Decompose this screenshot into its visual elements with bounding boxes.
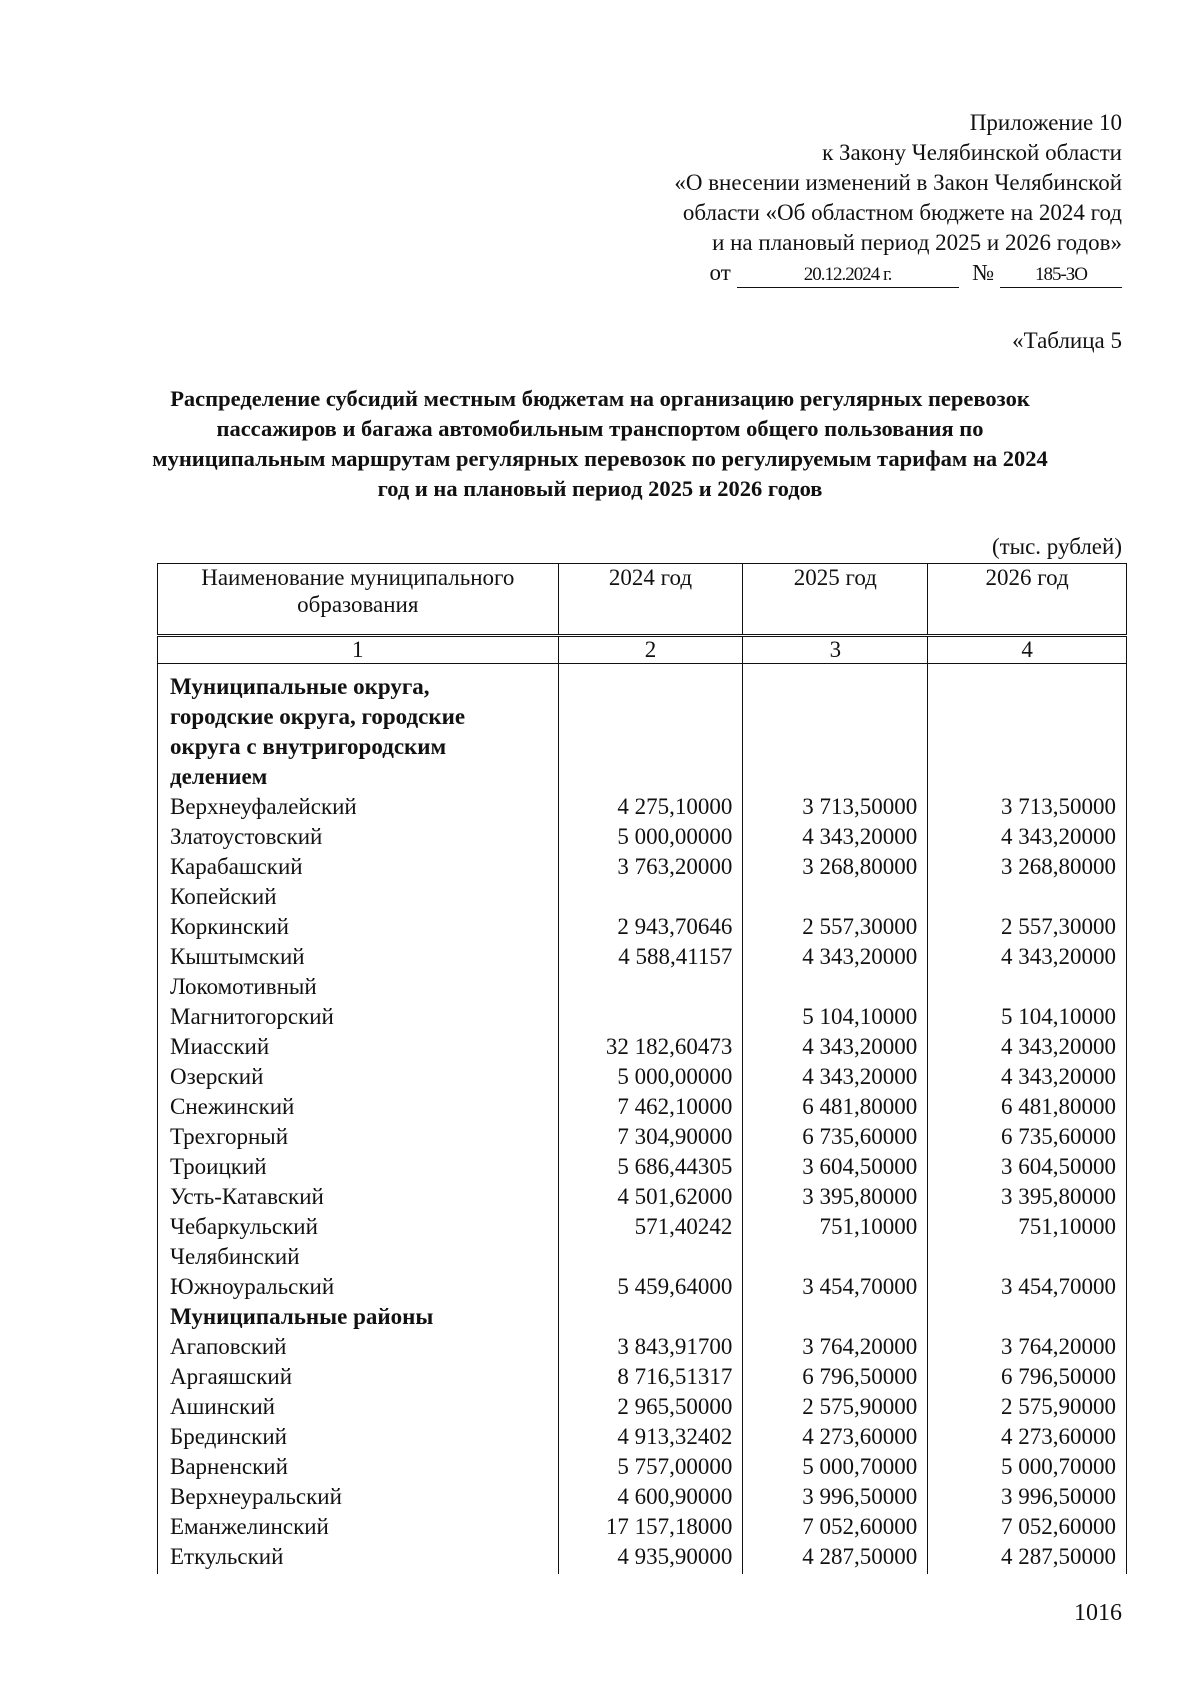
value-2025: 7 052,60000 — [743, 1512, 928, 1542]
municipality-name: Карабашский — [158, 852, 559, 882]
value-2025: 751,10000 — [743, 1212, 928, 1242]
value-2025 — [743, 664, 928, 793]
subsidy-table — [157, 563, 1127, 1574]
value-2026: 3 604,50000 — [928, 1152, 1127, 1182]
value-2026: 4 343,20000 — [928, 1032, 1127, 1062]
table-label: «Таблица 5 — [1012, 328, 1122, 353]
value-2026: 4 343,20000 — [928, 1062, 1127, 1092]
table-row — [158, 1242, 1127, 1272]
value-2025 — [743, 1242, 928, 1272]
municipality-name: Троицкий — [158, 1152, 559, 1182]
municipality-name: Усть-Катавский — [158, 1182, 559, 1212]
municipality-name: Копейский — [158, 882, 559, 912]
municipality-name: Агаповский — [158, 1332, 559, 1362]
value-2024: 32 182,60473 — [558, 1032, 743, 1062]
value-2025: 3 604,50000 — [743, 1152, 928, 1182]
value-2024: 2 943,70646 — [558, 912, 743, 942]
value-2026: 3 996,50000 — [928, 1482, 1127, 1512]
table-row — [158, 1422, 1127, 1452]
municipality-name: Магнитогорский — [158, 1002, 559, 1032]
table-row — [158, 882, 1127, 912]
value-2026: 3 395,80000 — [928, 1182, 1127, 1212]
value-2026: 5 104,10000 — [928, 1002, 1127, 1032]
value-2024: 3 763,20000 — [558, 852, 743, 882]
table-row — [158, 1182, 1127, 1212]
value-2026: 751,10000 — [928, 1212, 1127, 1242]
value-2025: 3 268,80000 — [743, 852, 928, 882]
value-2024: 4 913,32402 — [558, 1422, 743, 1452]
municipality-name: Челябинский — [158, 1242, 559, 1272]
group-header-row — [158, 664, 1127, 793]
value-2024 — [558, 1302, 743, 1332]
value-2026 — [928, 664, 1127, 793]
table-row — [158, 852, 1127, 882]
value-2025: 3 454,70000 — [743, 1272, 928, 1302]
table-row — [158, 1122, 1127, 1152]
table-row — [158, 1062, 1127, 1092]
appendix-line: «О внесении изменений в Закон Челябинской — [674, 170, 1122, 195]
column-header-2024: 2024 год — [558, 564, 743, 636]
value-2026: 4 287,50000 — [928, 1542, 1127, 1574]
number-value: 185-ЗО — [1000, 263, 1122, 288]
value-2025: 4 343,20000 — [743, 822, 928, 852]
municipality-name: Златоустовский — [158, 822, 559, 852]
municipality-name: Муниципальные районы — [158, 1302, 559, 1332]
table-row — [158, 1272, 1127, 1302]
value-2026: 4 343,20000 — [928, 822, 1127, 852]
municipality-name: Муниципальные округа, городские округа, городские округа с внутригородским делением — [158, 664, 559, 793]
value-2024: 5 686,44305 — [558, 1152, 743, 1182]
column-header-2026: 2026 год — [928, 564, 1127, 636]
municipality-name: Кыштымский — [158, 942, 559, 972]
value-2025: 5 104,10000 — [743, 1002, 928, 1032]
value-2024: 4 588,41157 — [558, 942, 743, 972]
value-2024: 7 462,10000 — [558, 1092, 743, 1122]
table-row — [158, 1032, 1127, 1062]
value-2026: 3 268,80000 — [928, 852, 1127, 882]
municipality-name: Еткульский — [158, 1542, 559, 1574]
value-2026: 6 481,80000 — [928, 1092, 1127, 1122]
value-2026: 6 735,60000 — [928, 1122, 1127, 1152]
value-2025: 6 481,80000 — [743, 1092, 928, 1122]
municipality-name: Коркинский — [158, 912, 559, 942]
date-number-line — [562, 258, 1122, 288]
value-2024: 8 716,51317 — [558, 1362, 743, 1392]
page-number: 1016 — [1074, 1600, 1122, 1626]
table-row — [158, 792, 1127, 822]
value-2025 — [743, 882, 928, 912]
value-2026 — [928, 1302, 1127, 1332]
value-2026: 4 273,60000 — [928, 1422, 1127, 1452]
municipality-name: Верхнеуральский — [158, 1482, 559, 1512]
value-2026: 3 454,70000 — [928, 1272, 1127, 1302]
column-number: 2 — [558, 636, 743, 664]
value-2026 — [928, 882, 1127, 912]
value-2025: 3 395,80000 — [743, 1182, 928, 1212]
value-2026: 7 052,60000 — [928, 1512, 1127, 1542]
municipality-name: Ашинский — [158, 1392, 559, 1422]
column-number: 1 — [158, 636, 559, 664]
document-title: Распределение субсидий местным бюджетам на организацию регулярных перевозок пассажиров и багажа автомобильным транспортом общего пользования по муниципальным маршрутам регулярных перевозок по регулируемым тарифам на 2024 год и на плановый период 2025 и 2026 годов — [152, 386, 1048, 501]
date-value: 20.12.2024 г. — [737, 263, 959, 288]
value-2026: 5 000,70000 — [928, 1452, 1127, 1482]
appendix-line: Приложение 10 — [969, 110, 1122, 135]
table-row — [158, 1512, 1127, 1542]
table-row — [158, 1482, 1127, 1512]
municipality-name: Южноуральский — [158, 1272, 559, 1302]
value-2025: 3 713,50000 — [743, 792, 928, 822]
municipality-name: Чебаркульский — [158, 1212, 559, 1242]
appendix-header — [562, 108, 1122, 288]
municipality-name: Миасский — [158, 1032, 559, 1062]
value-2025: 4 343,20000 — [743, 1032, 928, 1062]
value-2025 — [743, 1302, 928, 1332]
value-2025: 2 557,30000 — [743, 912, 928, 942]
municipality-name: Еманжелинский — [158, 1512, 559, 1542]
units-label: (тыс. рублей) — [991, 534, 1122, 559]
appendix-line: и на плановый период 2025 и 2026 годов» — [712, 230, 1122, 255]
value-2025: 2 575,90000 — [743, 1392, 928, 1422]
value-2025: 4 273,60000 — [743, 1422, 928, 1452]
municipality-name: Озерский — [158, 1062, 559, 1092]
municipality-name: Верхнеуфалейский — [158, 792, 559, 822]
value-2026: 6 796,50000 — [928, 1362, 1127, 1392]
table-header-row — [158, 564, 1127, 636]
value-2024 — [558, 972, 743, 1002]
value-2024: 5 459,64000 — [558, 1272, 743, 1302]
value-2025: 6 735,60000 — [743, 1122, 928, 1152]
municipality-name: Аргаяшский — [158, 1362, 559, 1392]
group-header-row — [158, 1302, 1127, 1332]
municipality-name: Варненский — [158, 1452, 559, 1482]
value-2025: 3 996,50000 — [743, 1482, 928, 1512]
value-2024: 4 275,10000 — [558, 792, 743, 822]
value-2024 — [558, 664, 743, 793]
value-2026 — [928, 1242, 1127, 1272]
value-2024: 5 757,00000 — [558, 1452, 743, 1482]
municipality-name: Снежинский — [158, 1092, 559, 1122]
number-prefix: № — [972, 260, 995, 285]
table-row — [158, 942, 1127, 972]
value-2024: 7 304,90000 — [558, 1122, 743, 1152]
value-2024 — [558, 1242, 743, 1272]
value-2025: 4 343,20000 — [743, 1062, 928, 1092]
value-2024: 4 935,90000 — [558, 1542, 743, 1574]
value-2026 — [928, 972, 1127, 1002]
municipality-name: Трехгорный — [158, 1122, 559, 1152]
value-2024: 4 501,62000 — [558, 1182, 743, 1212]
value-2024: 4 600,90000 — [558, 1482, 743, 1512]
value-2025: 5 000,70000 — [743, 1452, 928, 1482]
value-2025: 3 764,20000 — [743, 1332, 928, 1362]
table-row — [158, 1212, 1127, 1242]
table-row — [158, 1452, 1127, 1482]
value-2026: 3 764,20000 — [928, 1332, 1127, 1362]
table-row — [158, 1332, 1127, 1362]
table-row — [158, 1002, 1127, 1032]
table-row — [158, 912, 1127, 942]
value-2024 — [558, 1002, 743, 1032]
appendix-line: области «Об областном бюджете на 2024 год — [682, 200, 1122, 225]
value-2024: 5 000,00000 — [558, 822, 743, 852]
column-number: 4 — [928, 636, 1127, 664]
value-2026: 3 713,50000 — [928, 792, 1127, 822]
value-2024: 571,40242 — [558, 1212, 743, 1242]
value-2025: 4 343,20000 — [743, 942, 928, 972]
column-number-row — [158, 636, 1127, 664]
date-prefix: от — [709, 260, 731, 285]
value-2024: 2 965,50000 — [558, 1392, 743, 1422]
table-row — [158, 1392, 1127, 1422]
value-2024: 5 000,00000 — [558, 1062, 743, 1092]
value-2025 — [743, 972, 928, 1002]
column-header-2025: 2025 год — [743, 564, 928, 636]
value-2024 — [558, 882, 743, 912]
table-row — [158, 1152, 1127, 1182]
value-2025: 4 287,50000 — [743, 1542, 928, 1574]
table-row — [158, 1362, 1127, 1392]
table-body — [158, 664, 1127, 1575]
value-2026: 2 557,30000 — [928, 912, 1127, 942]
value-2025: 6 796,50000 — [743, 1362, 928, 1392]
value-2024: 3 843,91700 — [558, 1332, 743, 1362]
table-row — [158, 972, 1127, 1002]
municipality-name: Брединский — [158, 1422, 559, 1452]
column-number: 3 — [743, 636, 928, 664]
table-row — [158, 1092, 1127, 1122]
appendix-line: к Закону Челябинской области — [822, 140, 1122, 165]
value-2026: 4 343,20000 — [928, 942, 1127, 972]
municipality-name: Локомотивный — [158, 972, 559, 1002]
column-header-name: Наименование муниципального образования — [158, 564, 559, 636]
value-2024: 17 157,18000 — [558, 1512, 743, 1542]
table-row — [158, 1542, 1127, 1574]
table-row — [158, 822, 1127, 852]
value-2026: 2 575,90000 — [928, 1392, 1127, 1422]
